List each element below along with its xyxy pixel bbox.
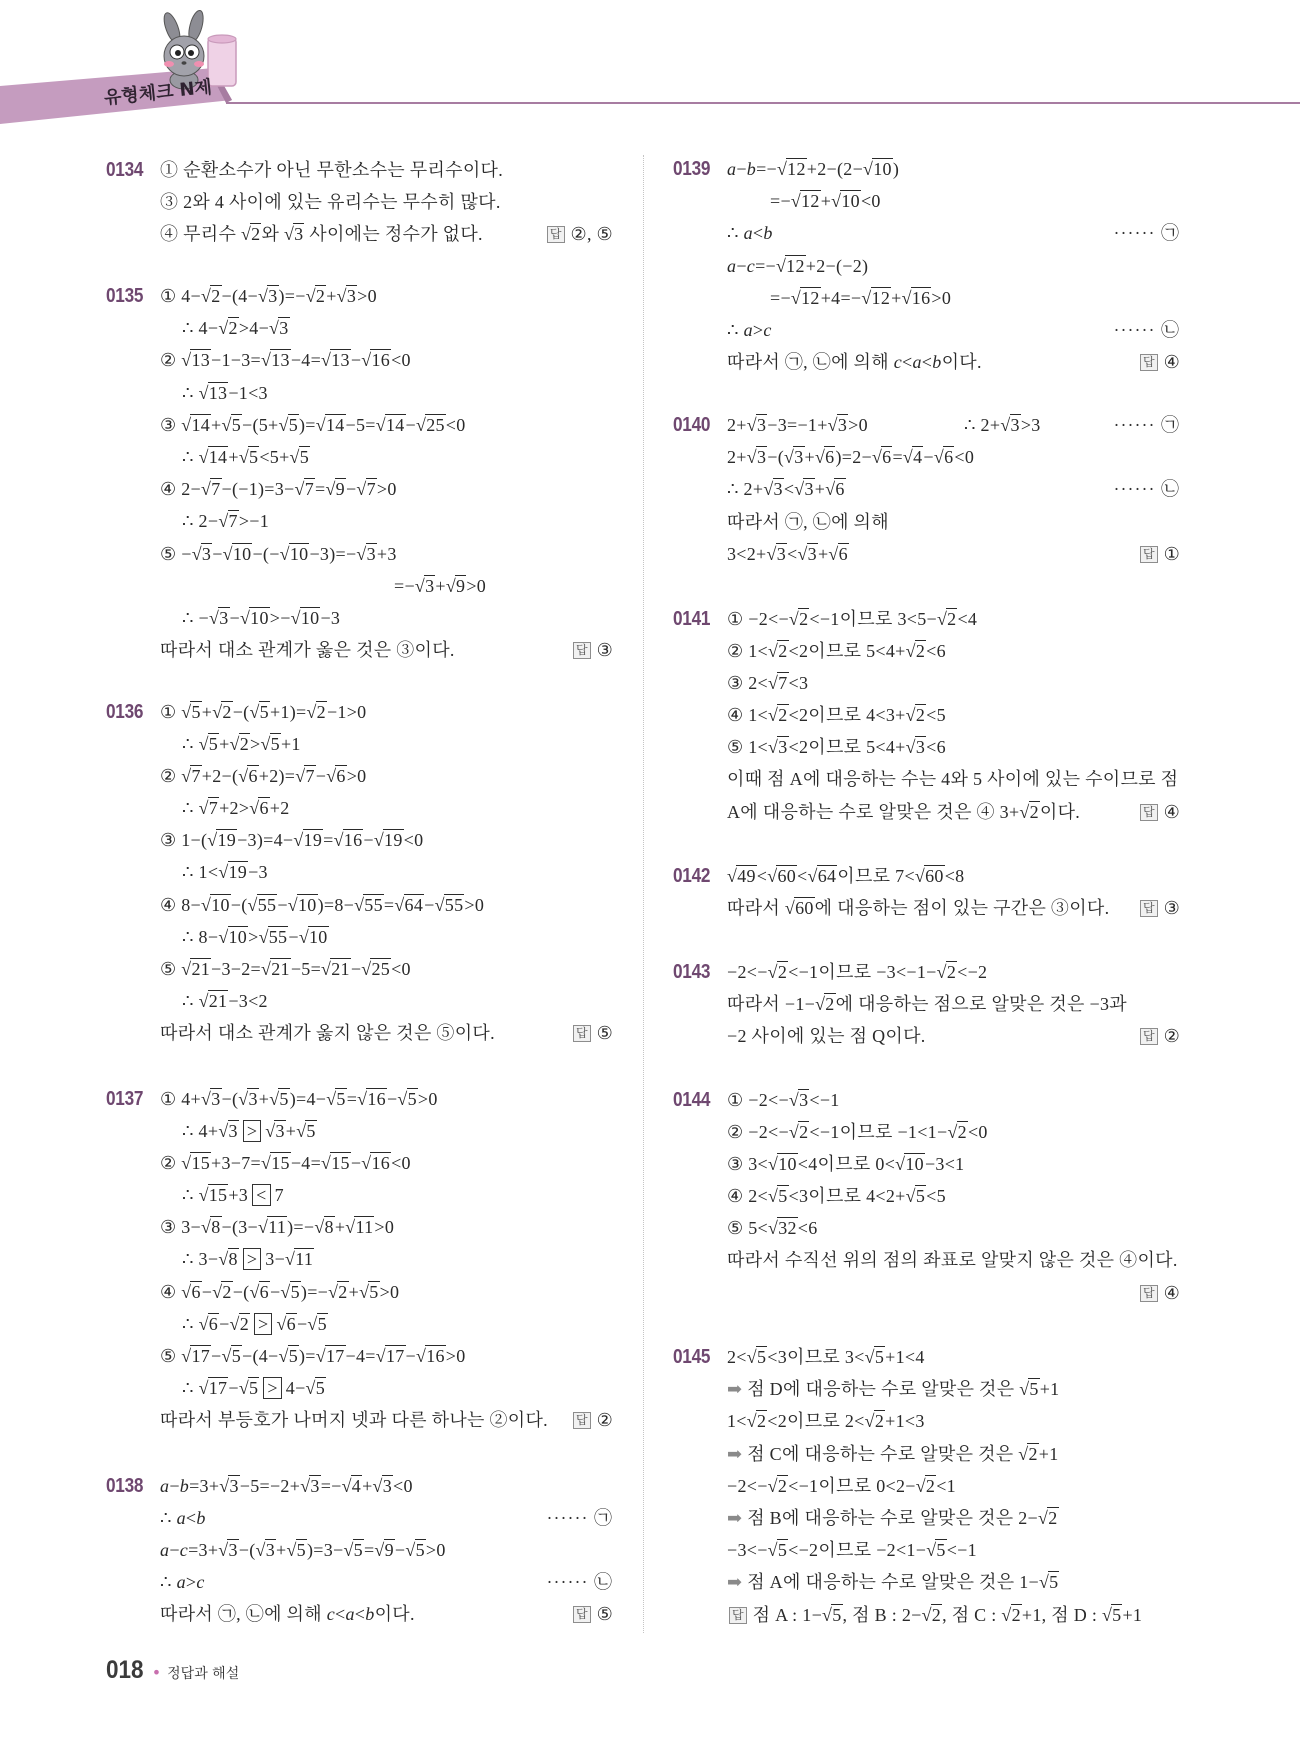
problem-0140 xyxy=(673,409,1180,570)
solution-text: 따라서 ㉠, ㉡에 의해 c<a<b이다. xyxy=(160,1604,415,1625)
solution-line: ∴ √21−3<2 xyxy=(182,991,268,1012)
solution-line: ① −2<−√3<−1 xyxy=(727,1089,840,1110)
solution-line: ∴ √7+2>√6+2 xyxy=(182,798,290,819)
page-footer xyxy=(106,1656,239,1685)
reference-mark: ㉡ xyxy=(594,1572,613,1593)
problem-number: 0135 xyxy=(106,285,144,307)
solution-line xyxy=(673,892,1180,924)
answer-value: ②, ⑤ xyxy=(570,224,613,245)
solution-line xyxy=(106,634,613,666)
answer-value: ② xyxy=(596,1410,613,1431)
solution-line xyxy=(106,1404,613,1436)
problem-0139 xyxy=(673,153,1180,378)
expression-left: ∴ √6−√2 xyxy=(182,1313,250,1334)
answer-value: ② xyxy=(1163,1026,1180,1047)
answer-label: 답 xyxy=(547,226,565,243)
footer-bullet: • xyxy=(151,1663,162,1682)
expression-right: 4−√5 xyxy=(285,1378,326,1399)
answer-value: ③ xyxy=(596,640,613,661)
solution-line: ③ 1−(√19−3)=4−√19=√16−√19<0 xyxy=(160,830,424,851)
solution-text: ④ 무리수 √2와 √3 사이에는 정수가 없다. xyxy=(160,224,483,245)
problem-number: 0140 xyxy=(673,414,711,436)
solution-line: ⑤ 5<√32<6 xyxy=(727,1218,818,1239)
solution-line: ⑤ √21−3−2=√21−5=√21−√25<0 xyxy=(160,959,411,979)
dots: ······ xyxy=(1113,319,1156,340)
solution-line: ① √5+√2−(√5+1)=√2−1>0 xyxy=(160,701,367,722)
solution-line xyxy=(673,1277,1180,1309)
solution-line: ② √7+2−(√6+2)=√7−√6>0 xyxy=(160,765,367,786)
answer xyxy=(1140,796,1180,828)
solution-line: 이때 점 A에 대응하는 수는 4와 5 사이에 있는 수이므로 점 xyxy=(727,769,1179,790)
header-rule xyxy=(226,102,1300,104)
page-number: 018 xyxy=(106,1656,144,1684)
solution-line: 2+√3−(√3+√6)=2−√6=√4−√6<0 xyxy=(727,447,975,468)
solution-line: ⑤ √17−√5−(4−√5)=√17−4=√17−√16>0 xyxy=(160,1346,466,1366)
solution-line: a−b=−√12+2−(2−√10) xyxy=(727,159,900,179)
problem-0144 xyxy=(673,1084,1180,1309)
dot-leader xyxy=(1114,217,1180,249)
solution-text: 따라서 대소 관계가 옳지 않은 것은 ⑤이다. xyxy=(160,1023,495,1044)
solution-line xyxy=(673,473,1180,505)
solution-line: ∴ √5+√2>√5+1 xyxy=(182,733,301,754)
solution-line: a−c=−√12+2−(−2) xyxy=(727,255,869,276)
answer-value: ④ xyxy=(1163,352,1180,373)
solution-line xyxy=(106,1372,613,1404)
expression-left: ∴ √15+3 xyxy=(182,1185,249,1206)
solution-line xyxy=(106,1566,613,1598)
expression-right: 3−√11 xyxy=(265,1249,314,1270)
problem-0135 xyxy=(106,280,613,666)
dots: ······ xyxy=(1113,479,1156,500)
solution-line: ④ √6−√2−(√6−√5)=−√2+√5>0 xyxy=(160,1281,400,1302)
reference-mark: ㉡ xyxy=(1161,319,1180,340)
solution-line: 2<√5<3이므로 3<√5+1<4 xyxy=(727,1347,925,1367)
solution-line xyxy=(673,314,1180,346)
answer-label: 답 xyxy=(1140,1028,1158,1045)
solution-line: a−c=3+√3−(√3+√5)=3−√5=√9−√5>0 xyxy=(160,1539,446,1560)
dot-leader xyxy=(547,1566,613,1598)
solution-line: ∴ −√3−√10>−√10−3 xyxy=(182,607,341,628)
solution-line: ③ 2<√7<3 xyxy=(727,672,809,693)
answer xyxy=(673,1599,1180,1631)
solution-line: ⑤ 1<√3<2이므로 5<4+√3<6 xyxy=(727,737,946,758)
answer-value: ④ xyxy=(1163,1282,1180,1303)
answer-label: 답 xyxy=(729,1607,747,1624)
solution-line: 따라서 수직선 위의 점의 좌표로 알맞지 않은 것은 ④이다. xyxy=(727,1250,1178,1271)
solution-line: ② 1<√2<2이므로 5<4+√2<6 xyxy=(727,640,946,661)
problem-number: 0137 xyxy=(106,1087,144,1110)
dot-leader xyxy=(1114,409,1180,441)
answer-value: ⑤ xyxy=(596,1604,613,1625)
solution-line xyxy=(106,1115,613,1147)
solution-line: ④ 2<√5<3이므로 4<2+√5<5 xyxy=(727,1186,946,1207)
solution-line: ③ 3<√10<4이므로 0<√10−3<1 xyxy=(727,1153,965,1174)
answer-label: 답 xyxy=(1140,900,1158,917)
solution-line: ① 4+√3−(√3+√5)=4−√5=√16−√5>0 xyxy=(160,1088,438,1109)
solution-text: 따라서 대소 관계가 옳은 것은 ③이다. xyxy=(160,640,455,661)
solution-text: ∴ a>c xyxy=(727,319,772,340)
answer xyxy=(573,1017,613,1049)
column-divider xyxy=(643,155,644,1633)
problem-number: 0144 xyxy=(673,1088,711,1111)
solution-line: 따라서 ㉠, ㉡에 의해 xyxy=(727,511,889,532)
solution-line xyxy=(673,346,1180,378)
solution-line xyxy=(673,1020,1180,1052)
solution-text: 따라서 부등호가 나머지 넷과 다른 하나는 ②이다. xyxy=(160,1410,548,1431)
answer-value: ④ xyxy=(1163,801,1180,822)
expression-left: ∴ 4+√3 xyxy=(182,1120,238,1141)
problem-number: 0143 xyxy=(673,961,711,983)
answer-label: 답 xyxy=(1140,546,1158,563)
solution-line: √49<√60<√64이므로 7<√60<8 xyxy=(727,866,965,886)
problem-number: 0134 xyxy=(106,159,144,181)
answer-value: ⑤ xyxy=(596,1023,613,1044)
reference-mark: ㉡ xyxy=(1161,479,1180,500)
solution-line: −2<−√2<−1이므로 0<2−√2<1 xyxy=(727,1475,956,1496)
solution-line: −2<−√2<−1이므로 −3<−1−√2<−2 xyxy=(727,962,988,982)
answer xyxy=(1140,1277,1180,1309)
solution-line: ① −2<−√2<−1이므로 3<5−√2<4 xyxy=(727,608,978,629)
solution-line: −3<−√5<−2이므로 −2<1−√5<−1 xyxy=(727,1540,977,1561)
solution-line xyxy=(673,796,1180,828)
answer xyxy=(1140,892,1180,924)
answer-label: 답 xyxy=(573,642,591,659)
answer xyxy=(573,634,613,666)
solution-line: ⑤ −√3−√10−(−√10−3)=−√3+3 xyxy=(160,543,397,564)
dot-leader xyxy=(547,1502,613,1534)
solution-line: ③ √14+√5−(5+√5)=√14−5=√14−√25<0 xyxy=(160,414,466,435)
answer-value: 점 A : 1−√5, 점 B : 2−√2, 점 C : √2+1, 점 D : √5+1 xyxy=(752,1604,1143,1625)
boxed-inequality: > xyxy=(254,1313,272,1335)
expression-left: ∴ 3−√8 xyxy=(182,1249,238,1270)
solution-text: −2 사이에 있는 점 Q이다. xyxy=(727,1026,926,1047)
problem-0142 xyxy=(673,860,1180,924)
solution-line: ③ 2와 4 사이에 있는 유리수는 무수히 많다. xyxy=(160,192,501,213)
solution-line: ① 순환소수가 아닌 무한소수는 무리수이다. xyxy=(160,160,503,180)
solution-line: 따라서 −1−√2에 대응하는 점으로 알맞은 것은 −3과 xyxy=(727,994,1127,1015)
problem-number: 0141 xyxy=(673,607,711,630)
solution-line: ④ 1<√2<2이므로 4<3+√2<5 xyxy=(727,705,946,726)
problem-number: 0145 xyxy=(673,1346,711,1368)
solution-line: ∴ 8−√10>√55−√10 xyxy=(182,926,328,947)
answer xyxy=(1140,538,1180,570)
solution-text: 3<2+√3<√3+√6 xyxy=(727,543,848,564)
answer-label: 답 xyxy=(1140,354,1158,371)
solution-text: ∴ a<b xyxy=(727,223,773,244)
problem-0136 xyxy=(106,696,613,1050)
solution-line: ③ 3−√8−(3−√11)=−√8+√11>0 xyxy=(160,1217,395,1238)
boxed-inequality: < xyxy=(252,1184,270,1206)
answer xyxy=(573,1404,613,1436)
solution-line: 1<√2<2이므로 2<√2+1<3 xyxy=(727,1411,925,1432)
problem-0134 xyxy=(106,154,613,251)
answer xyxy=(573,1598,613,1630)
solution-text: ∴ a<b xyxy=(160,1507,206,1528)
problem-0138 xyxy=(106,1470,613,1631)
answer-value: ① xyxy=(1163,543,1180,564)
reference-mark: ㉠ xyxy=(1161,415,1180,435)
section-tab-title: 유형체크 N제 xyxy=(103,76,213,109)
solution-line xyxy=(106,1598,613,1630)
answer-label: 답 xyxy=(573,1025,591,1042)
solution-line: ∴ √13−1<3 xyxy=(182,382,268,403)
solution-line: =−√3+√9>0 xyxy=(394,575,487,596)
solution-line: ∴ 2−√7>−1 xyxy=(182,511,270,532)
problem-number: 0138 xyxy=(106,1474,144,1497)
solution-line xyxy=(673,538,1180,570)
solution-text: 따라서 √60에 대응하는 점이 있는 구간은 ③이다. xyxy=(727,898,1110,919)
problem-0145 xyxy=(673,1341,1180,1631)
reference-mark: ㉠ xyxy=(594,1507,613,1528)
dots: ······ xyxy=(546,1507,589,1528)
solution-line: =−√12+√10<0 xyxy=(770,191,881,212)
answer xyxy=(1140,346,1180,378)
conclusion-text: ∴ 2+√3>3 xyxy=(964,415,1041,435)
solution-line xyxy=(106,1502,613,1534)
answer-label: 답 xyxy=(1140,1285,1158,1302)
answer-label: 답 xyxy=(573,1412,591,1429)
solution-line xyxy=(106,1017,613,1049)
solution-line xyxy=(673,409,1180,441)
solution-text: 2+√3−3=−1+√3>0 xyxy=(727,415,868,435)
dots: ······ xyxy=(1113,415,1156,435)
dots: ······ xyxy=(1113,223,1156,244)
solution-line: ∴ 4−√2>4−√3 xyxy=(182,318,289,339)
boxed-inequality: > xyxy=(243,1120,261,1142)
solution-line xyxy=(106,1308,613,1340)
solution-line: ④ 2−√7−(−1)=3−√7=√9−√7>0 xyxy=(160,479,397,500)
reference-mark: ㉠ xyxy=(1161,223,1180,244)
solution-line xyxy=(106,1243,613,1275)
solution-line: ➡ 점 C에 대응하는 수로 알맞은 것은 √2+1 xyxy=(727,1443,1059,1464)
problem-0137 xyxy=(106,1083,613,1437)
solution-line: =−√12+4=−√12+√16>0 xyxy=(770,287,952,308)
solution-text: ∴ a>c xyxy=(160,1572,205,1593)
boxed-inequality: > xyxy=(263,1377,281,1399)
answer-label: 답 xyxy=(573,1606,591,1623)
expression-right: √3+√5 xyxy=(265,1120,316,1141)
boxed-inequality: > xyxy=(243,1248,261,1270)
dot-leader xyxy=(1114,473,1180,505)
solution-line: ② −2<−√2<−1이므로 −1<1−√2<0 xyxy=(727,1121,988,1142)
problem-number: 0139 xyxy=(673,158,711,180)
solution-line: ➡ 점 A에 대응하는 수로 알맞은 것은 1−√5 xyxy=(727,1572,1059,1593)
solution-line xyxy=(106,218,613,250)
footer-section-title: 정답과 해설 xyxy=(167,1666,240,1682)
solution-text: 따라서 ㉠, ㉡에 의해 c<a<b이다. xyxy=(727,352,982,373)
answer-value: ③ xyxy=(1163,898,1180,919)
expression-right: 7 xyxy=(274,1185,284,1206)
solution-line: ① 4−√2−(4−√3)=−√2+√3>0 xyxy=(160,286,377,306)
solution-line: ➡ 점 D에 대응하는 수로 알맞은 것은 √5+1 xyxy=(727,1379,1060,1400)
header-banner xyxy=(0,0,250,130)
problem-0141 xyxy=(673,603,1180,828)
problem-0143 xyxy=(673,956,1180,1053)
solution-line: ② √13−1−3=√13−4=√13−√16<0 xyxy=(160,350,411,371)
expression-right: √6−√5 xyxy=(276,1313,327,1334)
solution-line xyxy=(673,217,1180,249)
problem-number: 0136 xyxy=(106,700,144,723)
solution-line: ➡ 점 B에 대응하는 수로 알맞은 것은 2−√2 xyxy=(727,1507,1058,1528)
solution-line: ∴ √14+√5<5+√5 xyxy=(182,446,310,467)
solution-line: ④ 8−√10−(√55−√10)=8−√55=√64−√55>0 xyxy=(160,894,485,915)
solution-line xyxy=(106,1179,613,1211)
solution-line: ② √15+3−7=√15−4=√15−√16<0 xyxy=(160,1152,411,1173)
solution-text: ∴ 2+√3<√3+√6 xyxy=(727,479,845,500)
answer xyxy=(1140,1020,1180,1052)
dot-leader xyxy=(1114,314,1180,346)
answer xyxy=(547,218,613,250)
dots: ······ xyxy=(546,1572,589,1593)
expression-left: ∴ √17−√5 xyxy=(182,1378,259,1399)
answer-label: 답 xyxy=(1140,804,1158,821)
problem-number: 0142 xyxy=(673,865,711,887)
solution-line: ∴ 1<√19−3 xyxy=(182,862,268,883)
solution-text: A에 대응하는 수로 알맞은 것은 ④ 3+√2이다. xyxy=(727,801,1081,822)
solution-line: a−b=3+√3−5=−2+√3=−√4+√3<0 xyxy=(160,1475,413,1496)
